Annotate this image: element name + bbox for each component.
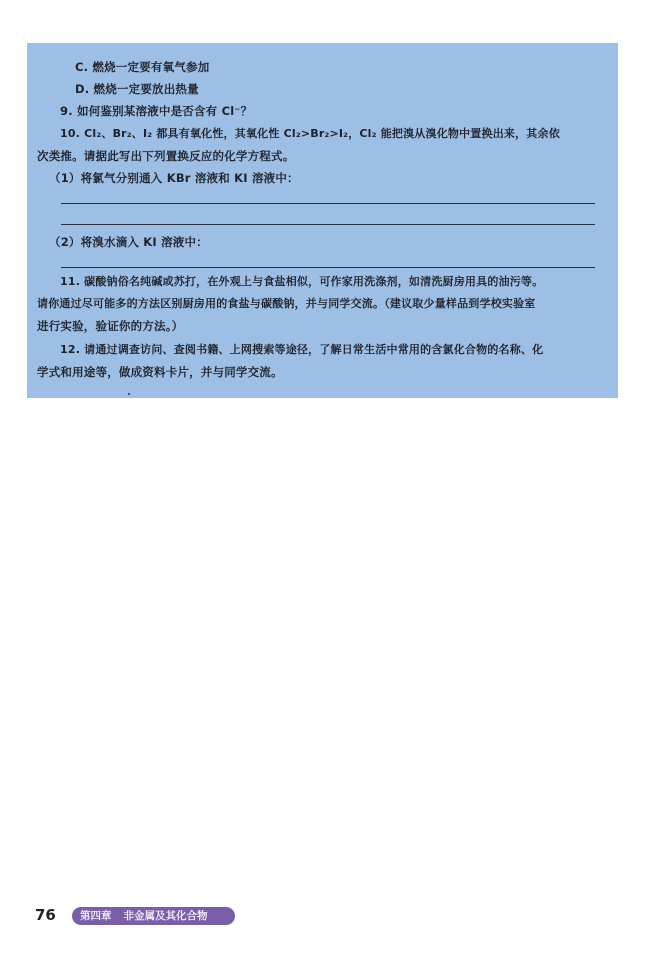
option-c: C. 燃烧一定要有氧气参加 (75, 60, 210, 74)
answer-line (61, 267, 595, 268)
question-10-line-1: 10. Cl₂、Br₂、I₂ 都具有氧化性，其氧化性 Cl₂>Br₂>I₂，Cl₂ 能把溴从溴化物中置换出来，其余依 (60, 127, 560, 140)
answer-line (61, 203, 595, 204)
question-11-line-2: 请你通过尽可能多的方法区别厨房用的食盐与碳酸钠，并与同学交流。（建议取少量样品到学校实验室 (37, 297, 536, 310)
chapter-label: 第四章 (80, 910, 112, 922)
question-12-line-1: 12. 请通过调查访问、查阅书籍、上网搜索等途径，了解日常生活中常用的含氯化合物的名称、化 (60, 343, 544, 356)
speck-dot (128, 393, 130, 395)
question-10-line-2: 次类推。请据此写出下列置换反应的化学方程式。 (37, 149, 295, 163)
option-d: D. 燃烧一定要放出热量 (75, 82, 199, 96)
chapter-badge (72, 907, 235, 925)
question-10-part-2: （2）将溴水滴入 KI 溶液中： (49, 235, 208, 249)
exercise-panel (27, 43, 618, 398)
chapter-title: 非金属及其化合物 (123, 910, 208, 922)
question-11-line-1: 11. 碳酸钠俗名纯碱或苏打，在外观上与食盐相似，可作家用洗涤剂，如清洗厨房用具的油污等。 (60, 275, 544, 288)
question-12-line-2: 学式和用途等，做成资料卡片，并与同学交流。 (37, 365, 283, 379)
question-11-line-3: 进行实验，验证你的方法。） (37, 319, 184, 333)
question-10-part-1: （1）将氯气分别通入 KBr 溶液和 KI 溶液中： (49, 171, 299, 185)
page-number: 76 (35, 906, 56, 924)
answer-line (61, 224, 595, 225)
question-9: 9. 如何鉴别某溶液中是否含有 Cl⁻？ (60, 104, 253, 118)
